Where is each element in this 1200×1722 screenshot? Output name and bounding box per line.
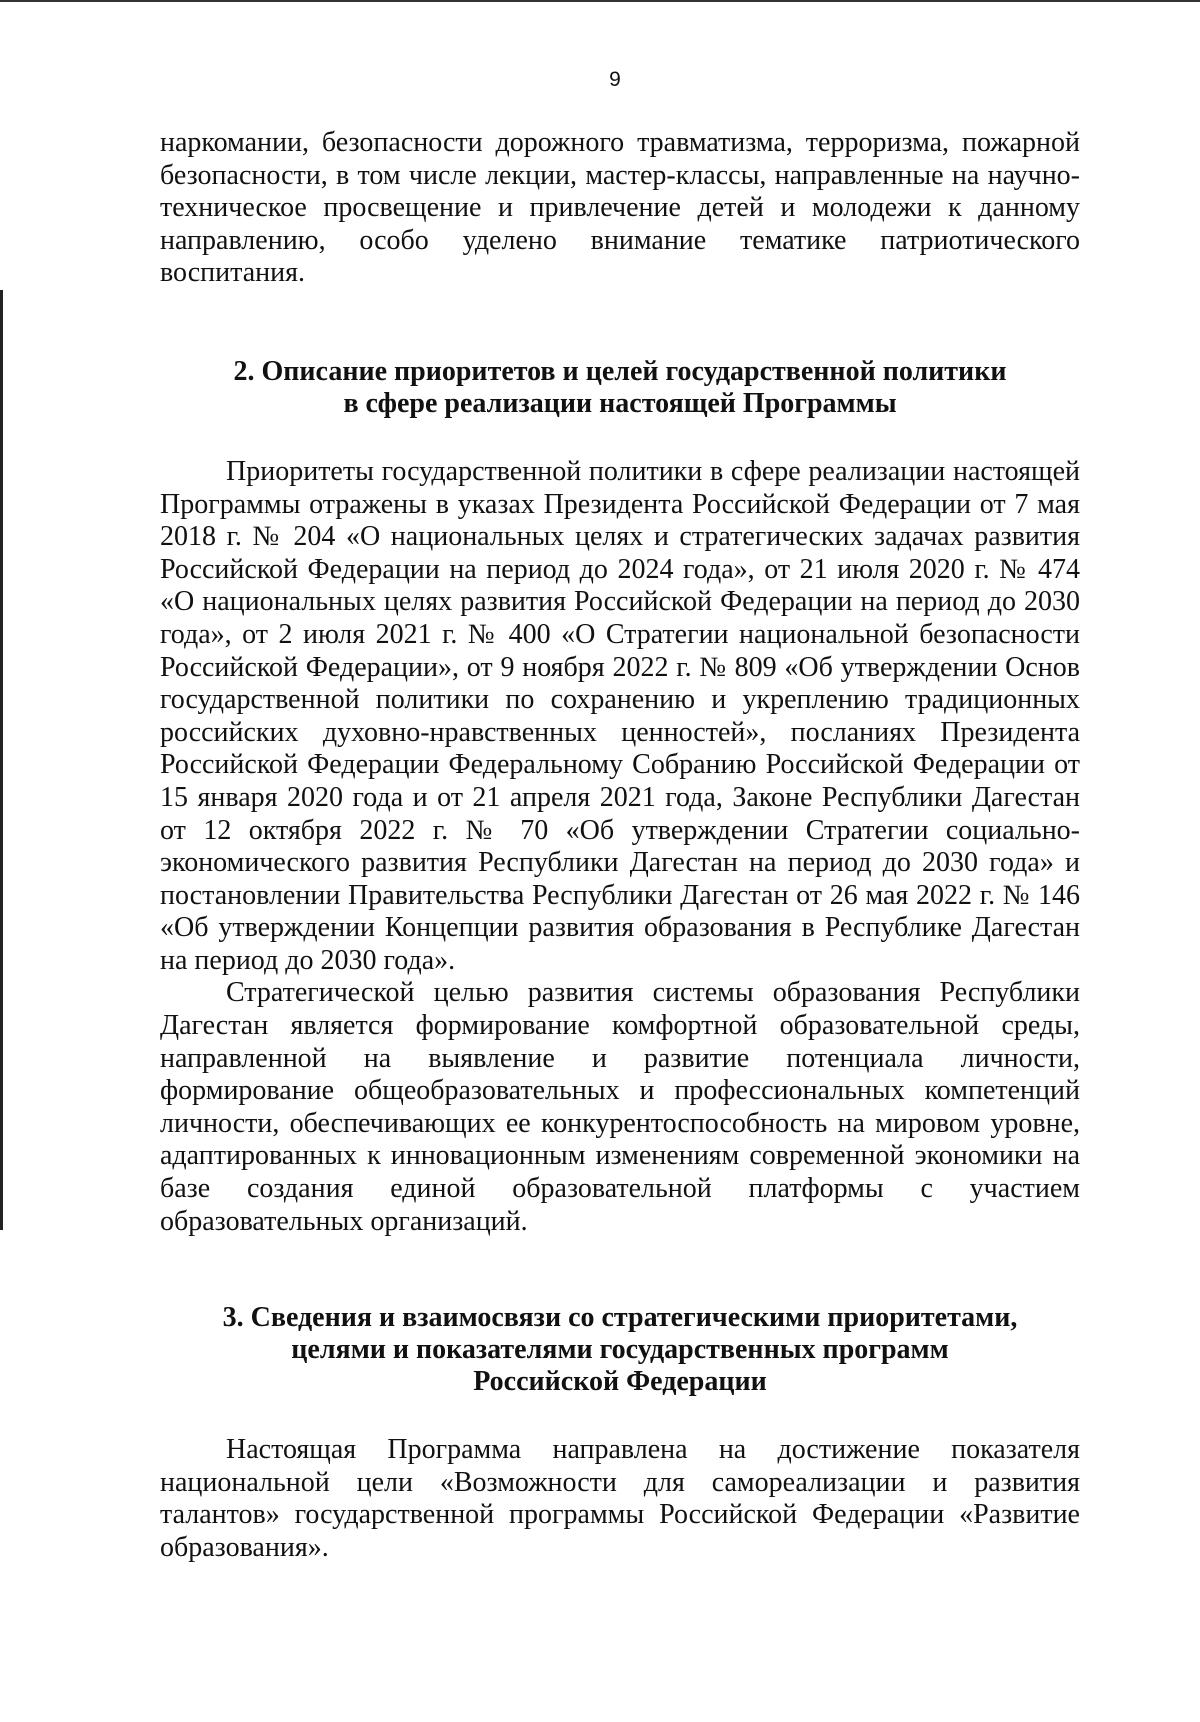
section-3-heading-line-2: целями и показателями государственных программ (291, 1334, 949, 1366)
scan-edge-top (0, 0, 1200, 2)
paragraph-program-direction: Настоящая Программа направлена на достижение показателя национальной цели «Возможности для самореализации и развития талантов» государственной программы Российской Федерации «Развитие образования». (160, 1434, 1080, 1563)
section-2-heading (160, 356, 1080, 420)
section-3-heading-line-3: Российской Федерации (473, 1366, 767, 1398)
paragraph-priorities: Приоритеты государственной политики в сфере реализации настоящей Программы отражены в указах Президента Российской Федерации от 7 мая 2018 г. № 204 «О национальных целях и стратегических задачах развития Российской Федерации на период до 2024 года», от 21 июля 2020 г. № 474 «О национальных целях развития Российской Федерации на период до 2030 года», от 2 июля 2021 г. № 400 «О Стратегии национальной безопасности Российской Федерации», от 9 ноября 2022 г. № 809 «Об утверждении Основ государственной политики по сохранению и укреплению традиционных российских духовно-нравственных ценностей», посланиях Президента Российской Федерации Федеральному Собранию Российской Федерации от 15 января 2020 года и от 21 апреля 2021 года, Законе Республики Дагестан от 12 октября 2022 г. № 70 «Об утверждении Стратегии социально-экономического развития Республики Дагестан на период до 2030 года» и постановлении Правительства Республики Дагестан от 26 мая 2022 г. № 146 «Об утверждении Концепции развития образования в Республике Дагестан на период до 2030 года». (160, 455, 1080, 976)
paragraph-intro: наркомании, безопасности дорожного травматизма, терроризма, пожарной безопасности, в том числе лекции, мастер-классы, направленные на научно-техническое просвещение и привлечение детей и молодежи к данному направлению, особо уделено внимание тематике патриотического воспитания. (160, 127, 1080, 289)
section-2-heading-line-2: в сфере реализации настоящей Программы (343, 387, 897, 419)
section-3-heading-line-1: 3. Сведения и взаимосвязи со стратегическими приоритетами, (222, 1302, 1018, 1334)
scan-edge-left (0, 290, 3, 1230)
paragraph-strategic-goal: Стратегической целью развития системы образования Республики Дагестан является формирование комфортной образовательной среды, направленной на выявление и развитие потенциала личности, формирование общеобразовательных и профессиональных компетенций личности, обеспечивающих ее конкурентоспособность на мировом уровне, адаптированных к инновационным изменениям современной экономики на базе создания единой образовательной платформы с участием образовательных организаций. (160, 977, 1080, 1237)
section-2-heading-line-1: 2. Описание приоритетов и целей государственной политики (233, 355, 1007, 387)
section-3-heading (160, 1302, 1080, 1398)
document-body (160, 120, 1080, 1565)
page-number: 9 (609, 68, 621, 91)
